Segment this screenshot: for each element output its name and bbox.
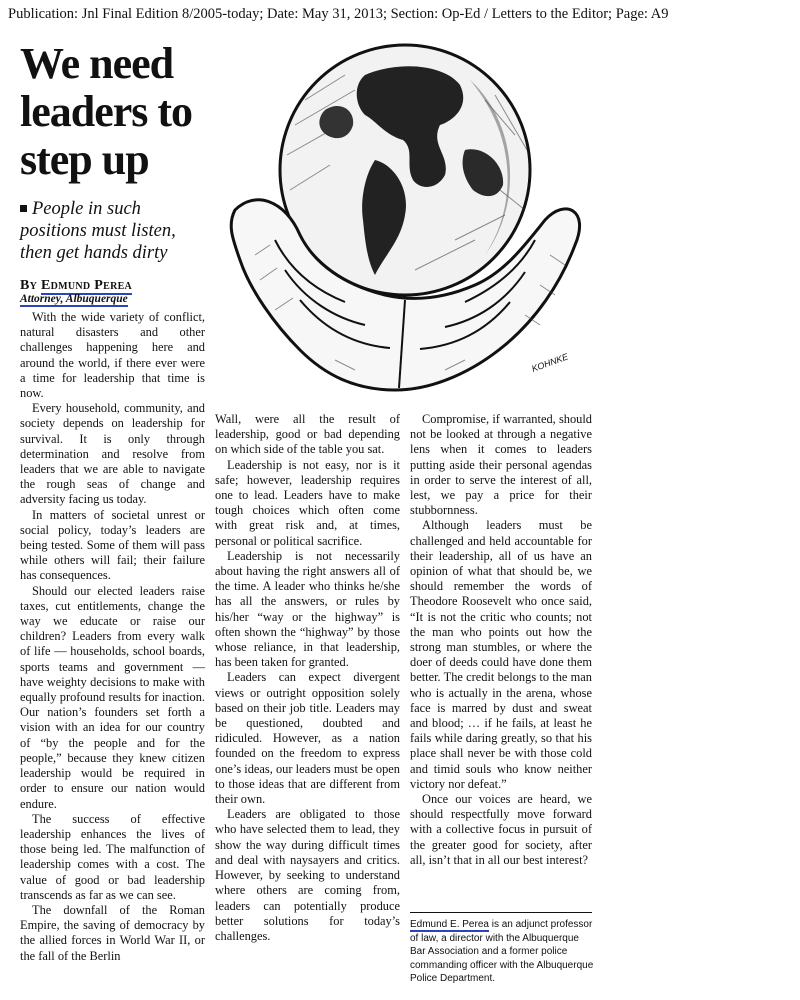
byline-prefix: By (20, 278, 38, 293)
bio-divider (410, 912, 592, 913)
subhead-text: People in such positions must listen, then get hands dirty (20, 199, 176, 263)
paragraph: The success of effective leadership enhances the lives of those being led. The malfunction of leadership comes with a cost. The value of good or bad leadership transcends as far as we can see. (20, 811, 205, 902)
paragraph: In matters of societal unrest or social policy, today’s leaders are being tested. Some of them will pass while others will fail; their failure has consequences. (20, 507, 205, 583)
paragraph: Wall, were all the result of leadership, good or bad depending on which side of the table you sat. (215, 412, 400, 457)
paragraph: Should our elected leaders raise taxes, cut entitlements, change the way we educate or raise our children? Leaders from every walk of life — households, school boards, sports teams and government — have weighty decisions to make with equally profound results for inaction. Our nation’s founders set forth a vision with an idea for our country of “by the people and for the people,” because they knew citizen leadership would be required in order to ensure our nation would endure. (20, 583, 205, 811)
byline (20, 278, 210, 294)
paragraph: With the wide variety of conflict, natural disasters and other challenges happening here and around the world, if there ever were a time for leadership that time is now. (20, 310, 205, 401)
hands-holding-globe-icon (215, 40, 595, 405)
subhead (20, 198, 210, 264)
paragraph: Leaders are obligated to those who have selected them to lead, they show the way during difficult times and deal with naysayers and critics. However, by seeking to understand where others are coming from, leaders can potentially produce better solutions for today’s challenges. (215, 807, 400, 943)
paragraph: The downfall of the Roman Empire, the saving of democracy by the allied forces in World War II, or the fall of the Berlin (20, 902, 205, 963)
bio-text: is an adjunct professor of law, a director with the Albuquerque Bar Association and a former police commanding officer with the Albuquerque Police Department. (410, 919, 594, 984)
article-column-3 (410, 412, 592, 868)
paragraph: Although leaders must be challenged and held accountable for their leadership, all of us have an opinion of what that should be, we should remember the words of Theodore Roosevelt who once said, “It is not the critic who counts; not the man who points out how the strong man stumbles, or where the doer of deeds could have done them better. The credit belongs to the man who is actually in the arena, whose face is marred by dust and sweat and blood; … if he fails, at least he fails while daring greatly, so that his place shall never be with those cold and timid souls who know neither victory nor defeat.” (410, 518, 592, 791)
illustration-signature: KOHNKE (530, 351, 570, 374)
paragraph: Leaders can expect divergent views or outright opposition solely based on their job title. Leaders may be questioned, doubted and ridiculed. However, as a nation founded on the freedom to express one’s ideas, our leaders must be open to those ideas that are different from their own. (215, 670, 400, 807)
article-column-1 (20, 310, 205, 964)
article-column-2 (215, 412, 400, 944)
bio-name: Edmund E. Perea (410, 919, 489, 930)
paragraph: Compromise, if warranted, should not be looked at through a negative lens when it comes to leaders putting aside their personal agendas in order to serve the interest of all, lest, we pay a price for their stubbornness. (410, 412, 592, 518)
byline-author: Edmund Perea (40, 278, 133, 293)
byline-title-text: Attorney, Albuquerque (20, 293, 128, 305)
byline-title (20, 293, 210, 305)
bullet-icon (20, 205, 27, 212)
paragraph: Leadership is not necessarily about having the right answers all of the time. A leader who thinks he/she has all the answers, or rules by his/her “way or the highway” is often shown the “highway” by those whose reliance, in that leadership, has been taken for granted. (215, 548, 400, 670)
publication-line: Publication: Jnl Final Edition 8/2005-today; Date: May 31, 2013; Section: Op-Ed / Letters to the Editor; Page: A9 (8, 6, 669, 22)
paragraph: Leadership is not easy, nor is it safe; however, leadership requires one to lead. Leaders have to make tough choices which often come with great risk and, at times, personal or political sacrifice. (215, 457, 400, 548)
author-bio (410, 918, 595, 986)
paragraph: Every household, community, and society depends on leadership for survival. It is only through determination and resolve from leaders that we are able to navigate the rough seas of change and adversity facing us today. (20, 401, 205, 507)
paragraph: Once our voices are heard, we should respectfully move forward with a collective focus in pursuit of the greater good for society, after all, isn’t that in all our best interest? (410, 792, 592, 867)
headline: We need leaders to step up (20, 39, 193, 184)
